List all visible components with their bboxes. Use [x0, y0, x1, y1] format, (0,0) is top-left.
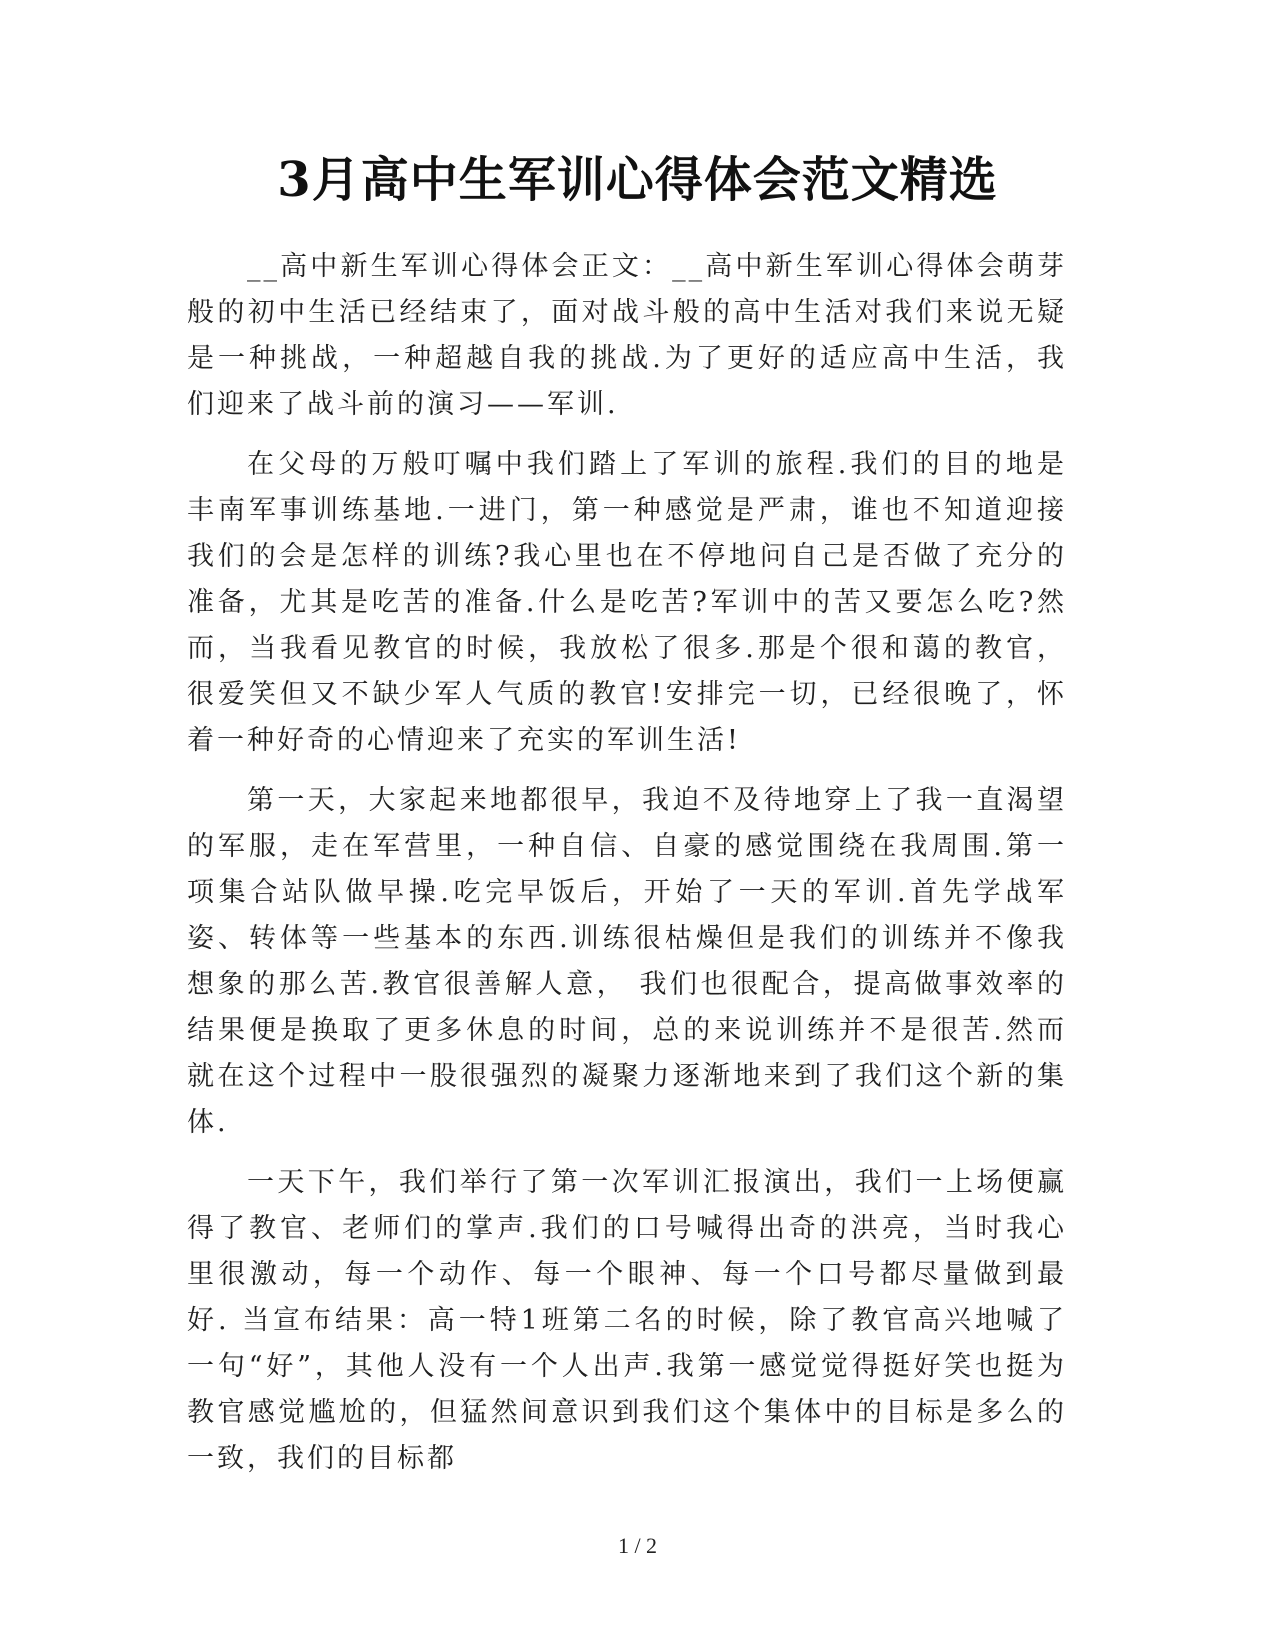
document-body — [187, 244, 1067, 1496]
page-number: 1 / 2 — [617, 1533, 658, 1558]
document-title: 3月高中生军训心得体会范文精选 — [277, 152, 998, 208]
paragraph-1: __高中新生军训心得体会正文：__高中新生军训心得体会萌芽般的初中生活已经结束了，面对战斗般的高中生活对我们来说无疑是一种挑战，一种超越自我的挑战.为了更好的适应高中生活，我们迎来了战斗前的演习——军训. — [187, 251, 1067, 420]
paragraph-3: 第一天，大家起来地都很早，我迫不及待地穿上了我一直渴望的军服，走在军营里，一种自信、自豪的感觉围绕在我周围.第一项集合站队做早操.吃完早饭后，开始了一天的军训.首先学战军姿、转体等一些基本的东西.训练很枯燥但是我们的训练并不像我想象的那么苦.教官很善解人意， 我们也很配合，提高做事效率的结果便是换取了更多休息的时间，总的来说训练并不是很苦.然而就在这个过程中一股很强烈的凝聚力逐渐地来到了我们这个新的集体. — [187, 785, 1067, 1138]
paragraph-2: 在父母的万般叮嘱中我们踏上了军训的旅程.我们的目的地是丰南军事训练基地.一进门，第一种感觉是严肃，谁也不知道迎接我们的会是怎样的训练?我心里也在不停地问自己是否做了充分的准备，尤其是吃苦的准备.什么是吃苦?军训中的苦又要怎么吃?然而，当我看见教官的时候，我放松了很多.那是个很和蔼的教官，很爱笑但又不缺少军人气质的教官!安排完一切，已经很晚了，怀着一种好奇的心情迎来了充实的军训生活! — [187, 449, 1067, 756]
paragraph-4: 一天下午，我们举行了第一次军训汇报演出，我们一上场便赢得了教官、老师们的掌声.我们的口号喊得出奇的洪亮，当时我心里很激动，每一个动作、每一个眼神、每一个口号都尽量做到最好. 当宣布结果：高一特1班第二名的时候，除了教官高兴地喊了一句“好”，其他人没有一个人出声.我第一感觉觉得挺好笑也挺为教官感觉尴尬的，但猛然间意识到我们这个集体中的目标是多么的一致，我们的目标都 — [187, 1167, 1067, 1474]
